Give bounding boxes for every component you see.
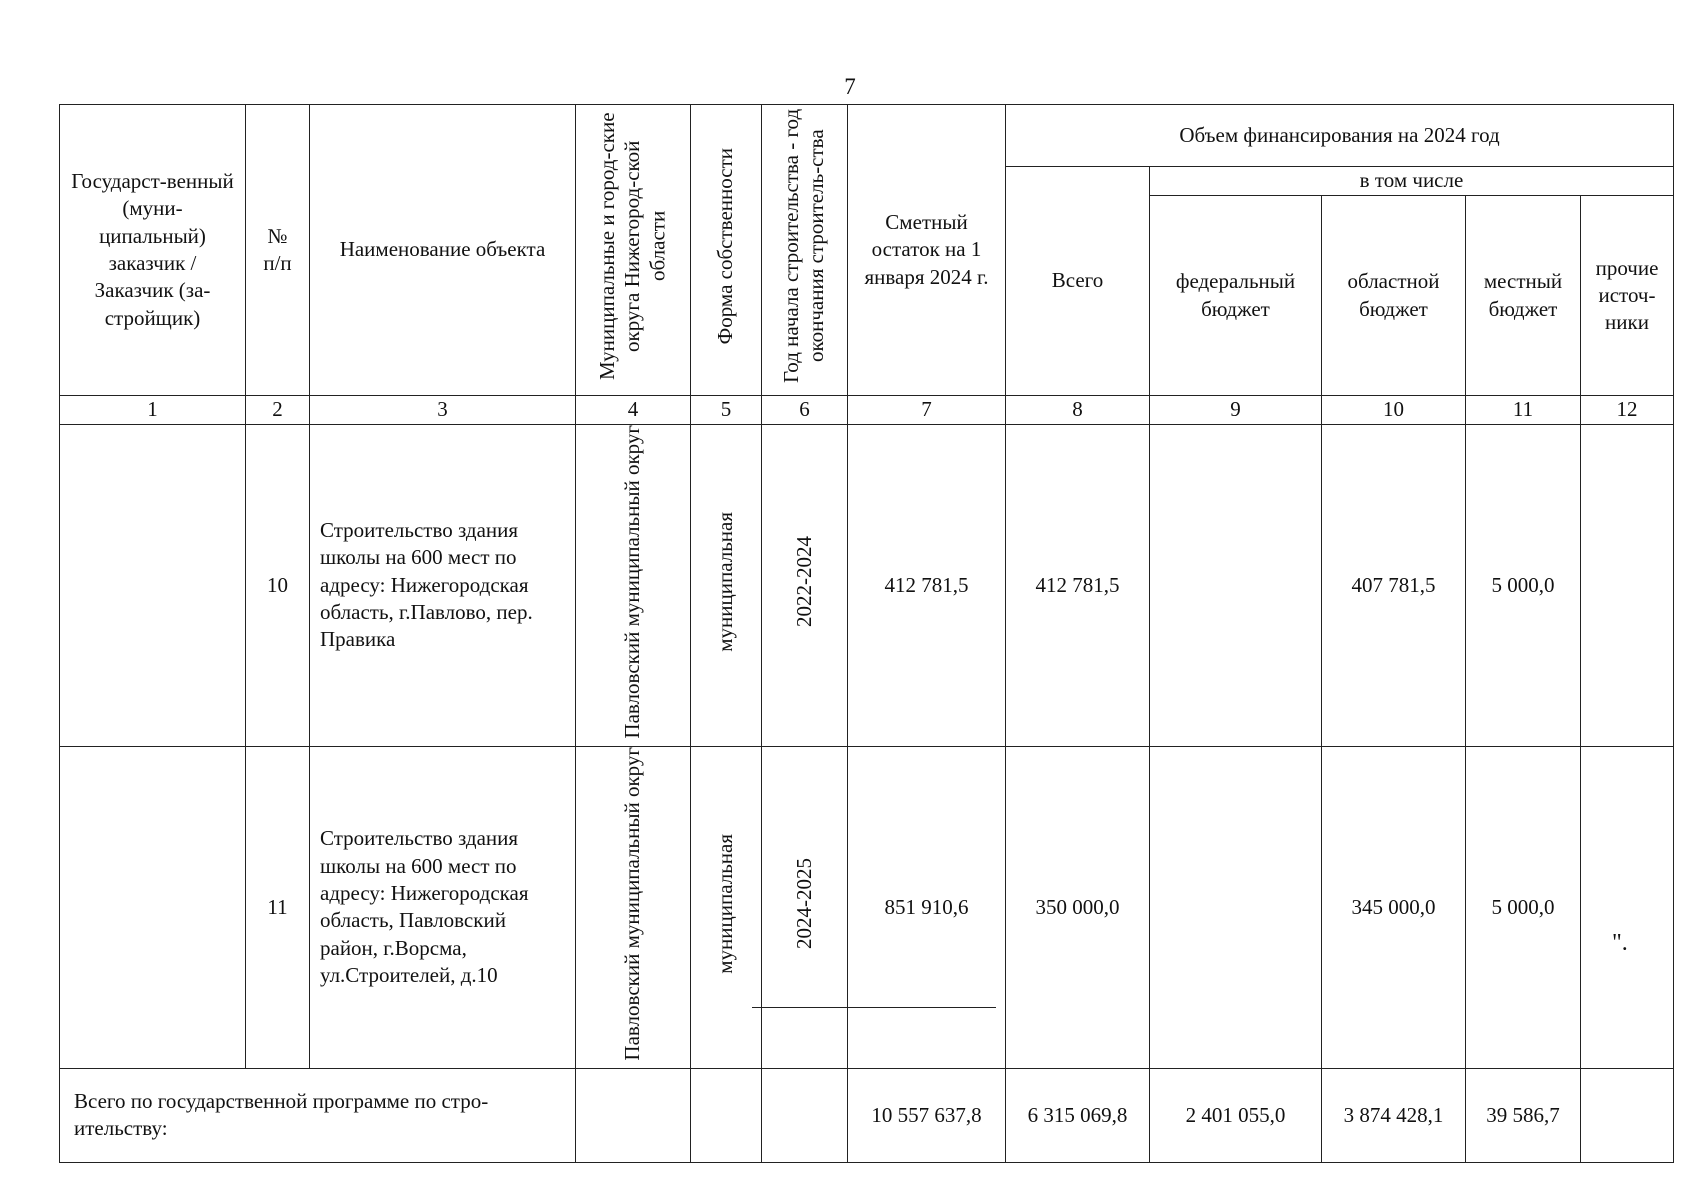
totals-federal: 2 401 055,0 bbox=[1150, 1068, 1322, 1162]
row-object-name: Строительство здания школы на 600 мест по адресу: Нижегородская область, Павловский район, г.Ворсма, ул.Строителей, д.10 bbox=[310, 746, 576, 1068]
column-number: 6 bbox=[762, 396, 848, 425]
column-number: 2 bbox=[246, 396, 310, 425]
row-regional: 407 781,5 bbox=[1322, 425, 1466, 747]
row-municipality-text: Павловский муниципальный округ bbox=[620, 425, 645, 739]
totals-estimated-balance: 10 557 637,8 bbox=[848, 1068, 1006, 1162]
row-number: 10 bbox=[246, 425, 310, 747]
column-number: 11 bbox=[1466, 396, 1581, 425]
column-number: 7 bbox=[848, 396, 1006, 425]
row-years bbox=[762, 425, 848, 747]
header-years bbox=[762, 105, 848, 396]
header-regional: областной бюджет bbox=[1322, 196, 1466, 396]
column-number: 12 bbox=[1581, 396, 1674, 425]
header-municipality-text: Муниципальные и город-ские округа Нижегород-ской области bbox=[595, 112, 670, 381]
totals-label: Всего по государственной программе по стро-ительству: bbox=[60, 1068, 576, 1162]
row-regional: 345 000,0 bbox=[1322, 746, 1466, 1068]
column-number: 5 bbox=[691, 396, 762, 425]
header-including: в том числе bbox=[1150, 167, 1674, 196]
row-estimated-balance: 412 781,5 bbox=[848, 425, 1006, 747]
row-municipality bbox=[576, 746, 691, 1068]
row-ownership-text: муниципальная bbox=[713, 511, 738, 652]
row-municipality-text: Павловский муниципальный округ bbox=[620, 746, 645, 1061]
header-row-1 bbox=[60, 105, 1674, 167]
row-other bbox=[1581, 425, 1674, 747]
column-number: 9 bbox=[1150, 396, 1322, 425]
row-customer bbox=[60, 425, 246, 747]
header-other: прочие источ-ники bbox=[1581, 196, 1674, 396]
totals-other bbox=[1581, 1068, 1674, 1162]
totals-empty bbox=[576, 1068, 691, 1162]
row-total: 412 781,5 bbox=[1006, 425, 1150, 747]
header-object-name: Наименование объекта bbox=[310, 105, 576, 396]
totals-row bbox=[60, 1068, 1674, 1162]
page-number: 7 bbox=[844, 74, 856, 99]
separator-line bbox=[752, 1007, 996, 1008]
header-local: местный бюджет bbox=[1466, 196, 1581, 396]
row-federal bbox=[1150, 746, 1322, 1068]
column-number: 1 bbox=[60, 396, 246, 425]
row-object-name: Строительство здания школы на 600 мест по адресу: Нижегородская область, г.Павлово, пер. Правика bbox=[310, 425, 576, 747]
totals-total: 6 315 069,8 bbox=[1006, 1068, 1150, 1162]
table-row bbox=[60, 746, 1674, 1068]
row-ownership bbox=[691, 425, 762, 747]
header-number: № п/п bbox=[246, 105, 310, 396]
header-federal: федеральный бюджет bbox=[1150, 196, 1322, 396]
totals-empty bbox=[762, 1068, 848, 1162]
row-municipality bbox=[576, 425, 691, 747]
header-total: Всего bbox=[1006, 167, 1150, 396]
row-local: 5 000,0 bbox=[1466, 425, 1581, 747]
row-ownership-text: муниципальная bbox=[713, 833, 738, 974]
header-financing: Объем финансирования на 2024 год bbox=[1006, 105, 1674, 167]
totals-local: 39 586,7 bbox=[1466, 1068, 1581, 1162]
row-local: 5 000,0 bbox=[1466, 746, 1581, 1068]
totals-empty bbox=[691, 1068, 762, 1162]
column-number: 4 bbox=[576, 396, 691, 425]
column-number-row bbox=[60, 396, 1674, 425]
row-estimated-balance: 851 910,6 bbox=[848, 746, 1006, 1068]
column-number: 3 bbox=[310, 396, 576, 425]
row-years-text: 2024-2025 bbox=[791, 858, 816, 950]
totals-regional: 3 874 428,1 bbox=[1322, 1068, 1466, 1162]
row-years-text: 2022-2024 bbox=[791, 536, 816, 628]
row-customer bbox=[60, 746, 246, 1068]
row-other bbox=[1581, 746, 1674, 1068]
row-years bbox=[762, 746, 848, 1068]
closing-quote: ". bbox=[1612, 930, 1628, 956]
row-number: 11 bbox=[246, 746, 310, 1068]
header-estimated-balance: Сметный остаток на 1 января 2024 г. bbox=[848, 105, 1006, 396]
header-ownership-text: Форма собственности bbox=[713, 148, 738, 345]
financing-table bbox=[59, 104, 1674, 1163]
header-municipality bbox=[576, 105, 691, 396]
column-number: 8 bbox=[1006, 396, 1150, 425]
header-ownership bbox=[691, 105, 762, 396]
table-row bbox=[60, 425, 1674, 747]
row-federal bbox=[1150, 425, 1322, 747]
row-total: 350 000,0 bbox=[1006, 746, 1150, 1068]
row-ownership bbox=[691, 746, 762, 1068]
header-years-text: Год начала строительства - год окончания строитель-ства bbox=[779, 109, 829, 384]
header-customer: Государст-венный (муни-ципальный) заказчик / Заказчик (за-стройщик) bbox=[60, 105, 246, 396]
column-number: 10 bbox=[1322, 396, 1466, 425]
